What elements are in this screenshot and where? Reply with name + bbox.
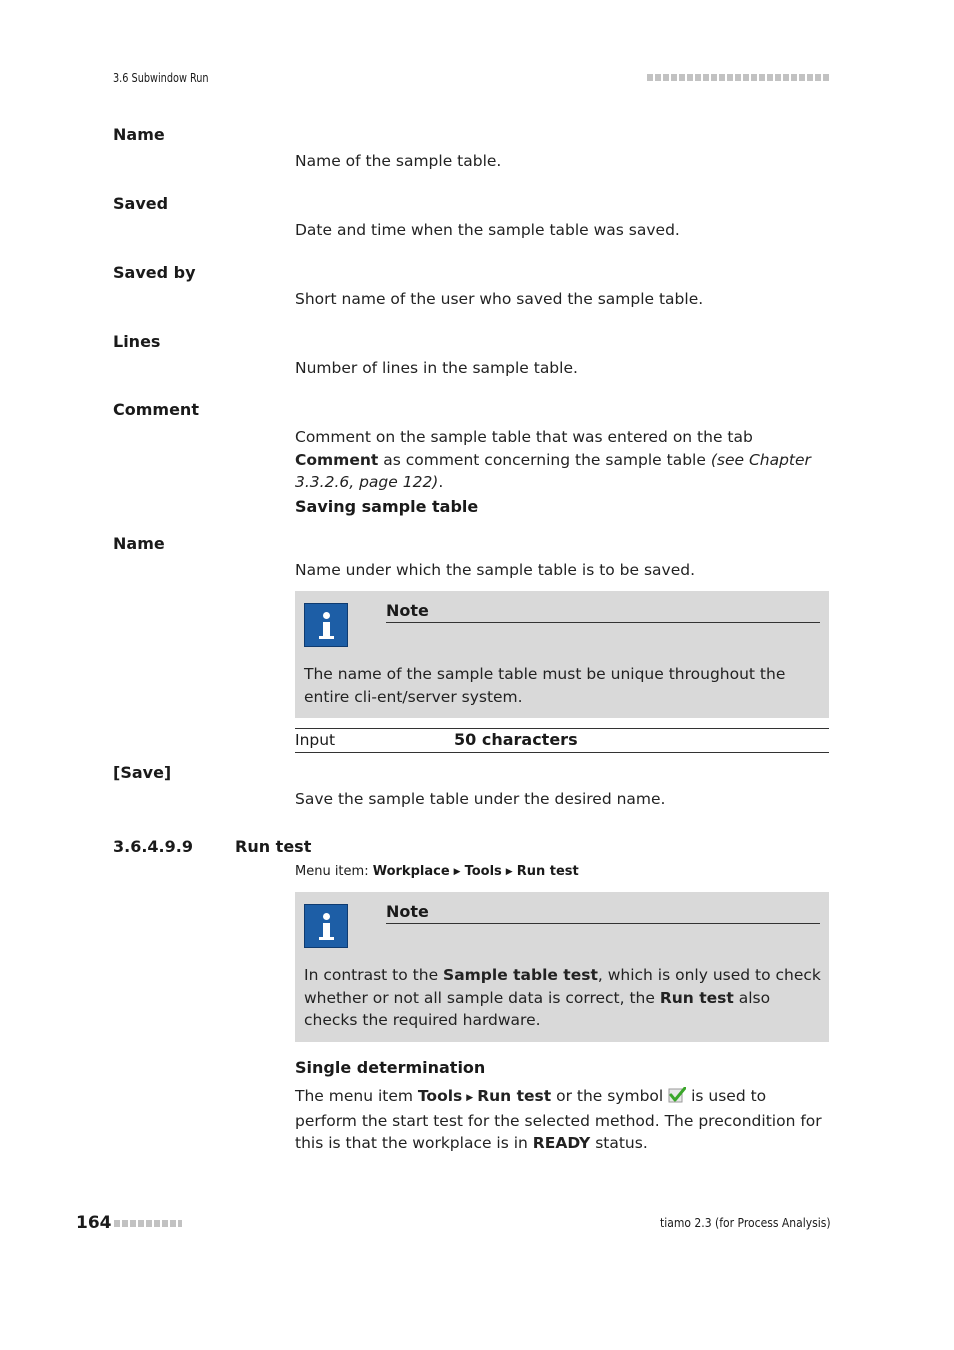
term-saved-by: Saved by <box>113 263 196 282</box>
desc-saved: Date and time when the sample table was saved. <box>295 221 680 239</box>
desc-saved-by: Short name of the user who saved the sample table. <box>295 290 704 308</box>
term-name: Name <box>113 125 165 144</box>
menu-workplace: Workplace <box>372 864 450 879</box>
desc-comment: Comment on the sample table that was entered on the tab Comment as comment concerning the sample table (see Chapter 3.3.2.6, page 122). <box>295 428 811 491</box>
desc-save-button: Save the sample table under the desired name. <box>295 790 666 808</box>
section-number: 3.6.4.9.9 <box>113 837 193 856</box>
heading-single-determination: Single determination <box>295 1058 486 1077</box>
term-comment: Comment <box>113 400 199 419</box>
info-icon <box>304 603 348 647</box>
menu-run-test: Run test <box>516 864 579 879</box>
header-decoration <box>647 74 829 81</box>
footer-product: tiamo 2.3 (for Process Analysis) <box>660 1216 831 1230</box>
input-spec-row <box>295 728 829 753</box>
note-text: In contrast to the Sample table test, which is only used to check whether or not all sample data is correct, the Run test also checks the required hardware. <box>304 966 821 1029</box>
note-title: Note <box>386 902 820 924</box>
term-save-button: [Save] <box>113 763 172 782</box>
heading-saving-sample-table: Saving sample table <box>295 497 479 516</box>
desc-single-determination: The menu item Tools ▶ Run test or the symbol is used to perform the start test for the selected method. The precondition for this is that the workplace is in READY status. <box>295 1087 822 1152</box>
run-test-check-icon <box>668 1087 686 1103</box>
running-header-section: 3.6 Subwindow Run <box>113 71 209 85</box>
menu-path: Menu item: Workplace ▶ Tools ▶ Run test <box>295 864 579 879</box>
term-save-name: Name <box>113 534 165 553</box>
page-number: 164 <box>76 1213 112 1233</box>
desc-name: Name of the sample table. <box>295 152 502 170</box>
note-box-unique-name <box>295 591 829 718</box>
term-saved: Saved <box>113 194 169 213</box>
arrow-right-icon: ▶ <box>453 867 461 877</box>
input-label: Input <box>295 731 336 749</box>
info-icon <box>304 904 348 948</box>
section-title: Run test <box>235 837 312 856</box>
input-value: 50 characters <box>454 730 578 749</box>
note-text: The name of the sample table must be unique throughout the entire cli-ent/server system. <box>304 665 786 706</box>
note-title: Note <box>386 601 820 623</box>
term-lines: Lines <box>113 332 161 351</box>
desc-save-name: Name under which the sample table is to be saved. <box>295 561 696 579</box>
arrow-right-icon: ▶ <box>466 1093 474 1103</box>
footer-decoration <box>114 1220 182 1227</box>
note-box-run-test <box>295 892 829 1042</box>
chapter-reference[interactable]: (see Chapter 3.3.2.6, page 122) <box>295 450 811 491</box>
menu-tools: Tools <box>464 864 502 879</box>
arrow-right-icon: ▶ <box>505 867 513 877</box>
desc-lines: Number of lines in the sample table. <box>295 359 578 377</box>
